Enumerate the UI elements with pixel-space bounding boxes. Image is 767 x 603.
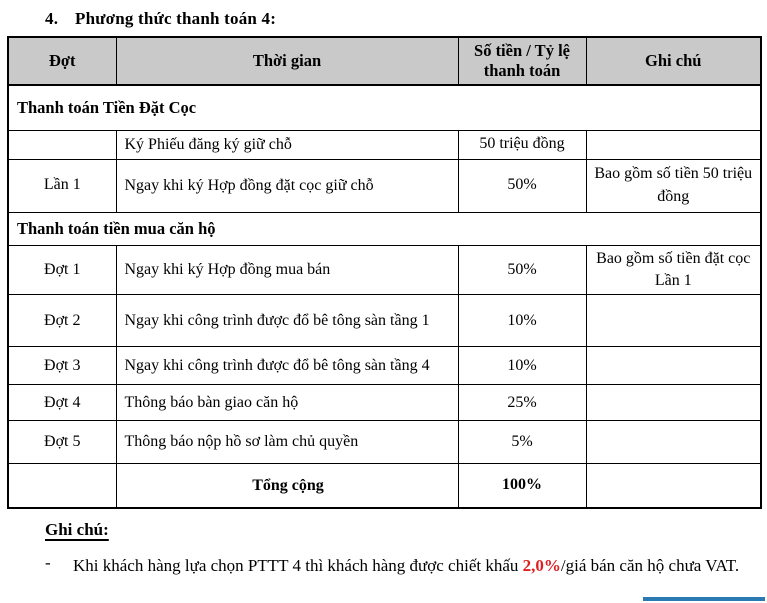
table-row	[8, 159, 761, 212]
col-header-time: Thời gian	[116, 37, 458, 85]
table-row	[8, 130, 761, 159]
cell-time: Ngay khi công trình được đổ bê tông sàn tầng 1	[116, 295, 458, 347]
cell-amount: 25%	[458, 385, 586, 421]
col-header-dot: Đợt	[8, 37, 116, 85]
note-item	[45, 553, 767, 579]
cell-note	[586, 130, 761, 159]
cell-time: Thông báo bàn giao căn hộ	[116, 385, 458, 421]
cell-dot	[8, 464, 116, 508]
table-row	[8, 347, 761, 385]
footer-accent-bar	[643, 597, 765, 601]
section-row-deposit	[8, 85, 761, 130]
cell-time: Ngay khi ký Hợp đồng đặt cọc giữ chỗ	[116, 159, 458, 212]
bullet-marker: -	[45, 552, 51, 572]
notes-section	[45, 520, 767, 579]
cell-dot: Đợt 2	[8, 295, 116, 347]
discount-highlight: 2,0%	[522, 555, 561, 575]
cell-time: Ngay khi công trình được đổ bê tông sàn tầng 4	[116, 347, 458, 385]
total-amount: 100%	[458, 464, 586, 508]
cell-note: Bao gồm số tiền 50 triệu đồng	[586, 159, 761, 212]
table-row	[8, 295, 761, 347]
cell-dot: Đợt 5	[8, 421, 116, 464]
payment-schedule-table	[7, 36, 762, 509]
cell-dot	[8, 130, 116, 159]
cell-note	[586, 464, 761, 508]
section-label: Thanh toán Tiền Đặt Cọc	[8, 85, 761, 130]
cell-amount: 50%	[458, 245, 586, 295]
notes-heading: Ghi chú:	[45, 519, 109, 539]
cell-amount: 10%	[458, 295, 586, 347]
cell-dot: Đợt 4	[8, 385, 116, 421]
section-row-purchase	[8, 212, 761, 245]
cell-dot: Đợt 1	[8, 245, 116, 295]
table-header-row	[8, 37, 761, 85]
total-row	[8, 464, 761, 508]
cell-amount: 50 triệu đồng	[458, 130, 586, 159]
cell-time: Ngay khi ký Hợp đồng mua bán	[116, 245, 458, 295]
cell-dot: Lần 1	[8, 159, 116, 212]
cell-amount: 10%	[458, 347, 586, 385]
cell-note	[586, 295, 761, 347]
cell-amount: 5%	[458, 421, 586, 464]
col-header-amount: Số tiền / Tỷ lệ thanh toán	[458, 37, 586, 85]
cell-note	[586, 421, 761, 464]
table-row	[8, 245, 761, 295]
cell-note	[586, 385, 761, 421]
section-title-text: Phương thức thanh toán 4:	[75, 9, 277, 28]
section-number: 4.	[45, 9, 59, 28]
cell-note: Bao gồm số tiền đặt cọc Lần 1	[586, 245, 761, 295]
note-text-suffix: /giá bán căn hộ chưa VAT.	[560, 555, 740, 575]
table-row	[8, 385, 761, 421]
cell-note	[586, 347, 761, 385]
note-text	[73, 553, 749, 579]
cell-dot: Đợt 3	[8, 347, 116, 385]
total-label: Tổng cộng	[116, 464, 458, 508]
section-label: Thanh toán tiền mua căn hộ	[8, 212, 761, 245]
document-page	[0, 9, 767, 579]
table-row	[8, 421, 761, 464]
section-title	[45, 9, 767, 29]
cell-time: Thông báo nộp hồ sơ làm chủ quyền	[116, 421, 458, 464]
note-text-prefix: Khi khách hàng lựa chọn PTTT 4 thì khách hàng được chiết khấu	[73, 555, 523, 575]
cell-amount: 50%	[458, 159, 586, 212]
col-header-note: Ghi chú	[586, 37, 761, 85]
cell-time: Ký Phiếu đăng ký giữ chỗ	[116, 130, 458, 159]
